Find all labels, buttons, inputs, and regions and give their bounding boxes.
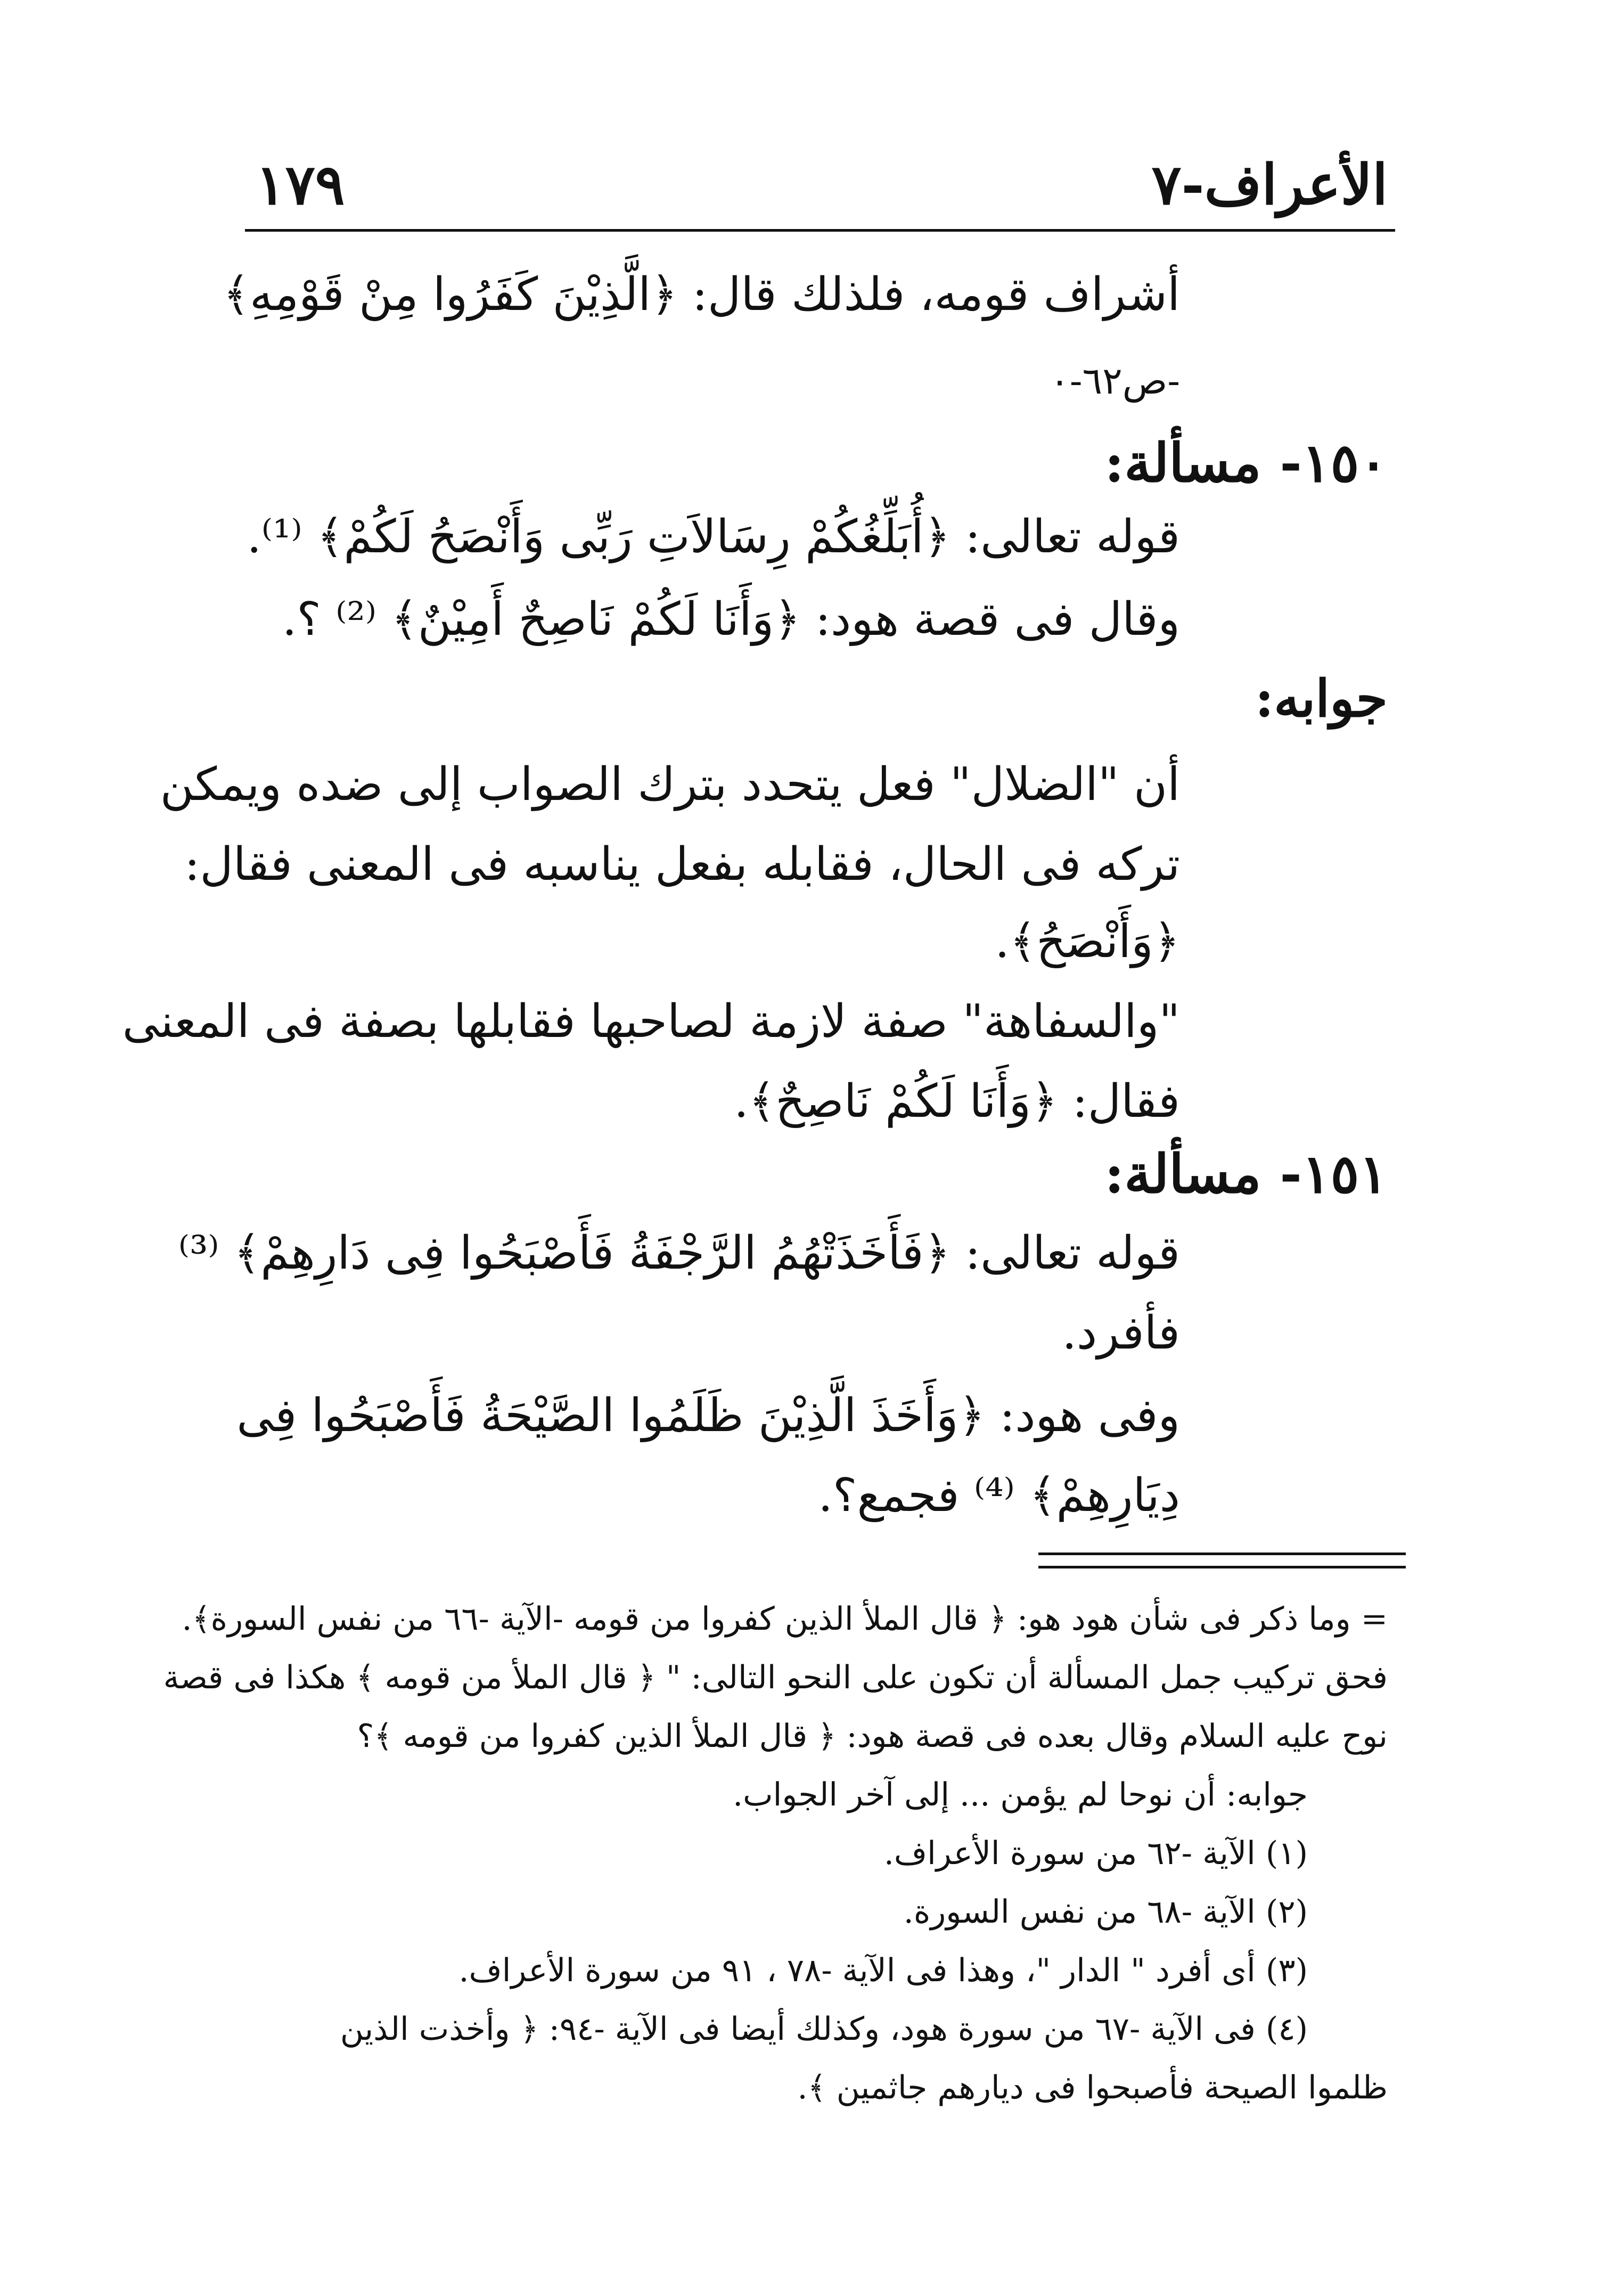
footnote-item: (٤) فى الآية -٦٧ من سورة هود، وكذلك أيضا فى الآية -٩٤: ﴿ وأخذت الذين xyxy=(340,2011,1308,2048)
body-line: فأفرد. xyxy=(1062,1306,1180,1360)
body-line: قوله تعالى: ﴿فَأَخَذَتْهُمُ الرَّجْفَةُ فَأَصْبَحُوا فِى دَارِهِمْ﴾ ⁽³⁾ xyxy=(178,1227,1180,1280)
body-line: وفى هود: ﴿وَأَخَذَ الَّذِيْنَ ظَلَمُوا الصَّيْحَةُ فَأَصْبَحُوا فِى xyxy=(236,1389,1180,1442)
header-rule xyxy=(245,229,1395,232)
body-line: "والسفاهة" صفة لازمة لصاحبها فقابلها بصفة فى المعنى xyxy=(122,995,1180,1048)
footnote-item: (٢) الآية -٦٨ من نفس السورة. xyxy=(903,1893,1308,1931)
footnote-line: نوح عليه السلام وقال بعده فى قصة هود: ﴿ قال الملأ الذين كفروا من قومه ﴾؟ xyxy=(357,1718,1388,1755)
body-line: أن "الضلال" فعل يتحدد بترك الصواب إلى ضده ويمكن xyxy=(160,758,1180,811)
running-title: الأعراف-٧ xyxy=(1151,152,1388,217)
question-heading: ١٥١- مسألة: xyxy=(1104,1142,1388,1205)
question-heading: ١٥٠- مسألة: xyxy=(1104,431,1388,494)
footnote-item: (٣) أى أفرد " الدار "، وهذا فى الآية -٧٨ ، ٩١ من سورة الأعراف. xyxy=(458,1952,1308,1989)
body-line: دِيَارِهِمْ﴾ ⁽⁴⁾ فجمع؟. xyxy=(818,1469,1180,1522)
body-line: تركه فى الحال، فقابله بفعل يناسبه فى المعنى فقال: xyxy=(184,838,1180,891)
footnote-line: جوابه: أن نوحا لم يؤمن ... إلى آخر الجواب. xyxy=(733,1776,1308,1813)
body-line: قوله تعالى: ﴿أُبَلِّغُكُمْ رِسَالاَتِ رَبِّى وَأَنْصَحُ لَكُمْ﴾ ⁽¹⁾. xyxy=(247,510,1180,563)
footnote-item: (١) الآية -٦٢ من سورة الأعراف. xyxy=(883,1835,1308,1872)
footnote-line: فحق تركيب جمل المسألة أن تكون على النحو التالى: " ﴿ قال الملأ من قومه ﴾ هكذا فى قصة xyxy=(163,1659,1388,1696)
page-number: ١٧٩ xyxy=(256,152,345,217)
answer-heading: جوابه: xyxy=(1255,668,1388,729)
body-line: ﴿وَأَنْصَحُ﴾. xyxy=(995,915,1180,968)
body-line: أشراف قومه، فلذلك قال: ﴿الَّذِيْنَ كَفَرُوا مِنْ قَوْمِهِ﴾ xyxy=(223,268,1180,321)
body-line: فقال: ﴿وَأَنَا لَكُمْ نَاصِحٌ﴾. xyxy=(734,1075,1180,1128)
footnote-line: = وما ذكر فى شأن هود هو: ﴿ قال الملأ الذين كفروا من قومه -الآية -٦٦ من نفس السورة﴾. xyxy=(182,1600,1388,1638)
footnote-rule xyxy=(1038,1566,1406,1568)
footnote-line: ظلموا الصيحة فأصبحوا فى ديارهم جاثمين ﴾. xyxy=(797,2069,1388,2106)
footnote-rule xyxy=(1038,1553,1406,1555)
body-line: وقال فى قصة هود: ﴿وَأَنَا لَكُمْ نَاصِحٌ أَمِيْنٌ﴾ ⁽²⁾ ؟. xyxy=(282,593,1180,646)
body-line: -ص٦٢-٠ xyxy=(1050,359,1180,403)
